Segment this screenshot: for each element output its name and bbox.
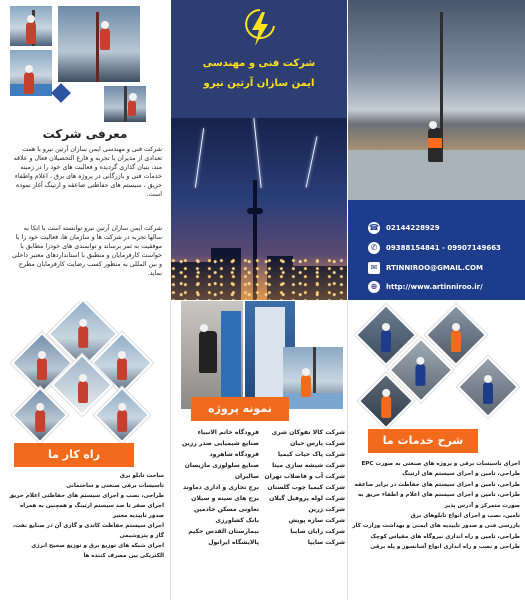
contact-phone-row xyxy=(368,220,440,236)
decor-diamond xyxy=(51,83,71,103)
project-item: شرکت شیشه سازی مینا xyxy=(272,462,345,469)
solutions-photo-5 xyxy=(12,387,69,444)
project-item: شرکت پاک حیات کیمیا xyxy=(277,451,345,458)
service-item: طراحی و نصب و راه اندازی انواع آسانسور و پله برقی xyxy=(370,544,520,551)
cover-company-line2: ایمن سازان آرتین نیرو xyxy=(203,78,315,89)
intro-title: معرفی شرکت xyxy=(42,127,128,141)
email-icon: ✉ xyxy=(368,262,380,274)
projects-panel xyxy=(171,301,347,600)
project-item: تعاونی مسکن خادمین xyxy=(193,506,259,513)
cover-city-photo xyxy=(171,118,347,300)
service-item: بازرسی فنی و صدور تاییدیه های ایمنی و بهداشت وزارت کار xyxy=(352,523,520,530)
service-item: اجرای تاسیسات برقی و پروژه های صنعتی به صورت EPC xyxy=(361,461,520,467)
services-photo-5 xyxy=(457,356,519,418)
services-panel xyxy=(348,301,525,600)
cover-header xyxy=(171,0,347,118)
intro-photo-ladder xyxy=(58,6,140,82)
divider xyxy=(170,301,171,600)
cover-panel xyxy=(171,0,347,300)
globe-icon: ⊕ xyxy=(368,281,380,293)
project-item: شرکت لوله پروفیل گیلان xyxy=(269,495,345,502)
contact-panel xyxy=(348,0,525,300)
solutions-item: اجرای شبکه های توزیع برق و توزیع صحیح انرژی الکتریکی بین مصرف کننده ها xyxy=(31,543,164,559)
solutions-item: ساخت تابلو برق xyxy=(119,473,164,479)
project-item: شرکت آب و فاضلاب تهران xyxy=(264,473,345,480)
project-item: فرودگاه خاتم الانبیاء xyxy=(197,429,259,436)
divider xyxy=(347,301,348,600)
services-list xyxy=(354,459,520,553)
solutions-item: اجرای سیستم حفاظت کاتدی و گازی آن در صنایع نفت، گاز و پتروشیمی xyxy=(12,523,164,539)
intro-paragraph-1: شرکت فنی و مهندسی ایمن سازان آرتین نیرو با همت تعدادی از مدیران با تجربه و فارغ التحصیلان فعال و علاقه مند، بنیان گذاری گردیده و فعالیت های خود را در زمینه خدمات فنی و بازرگانی در پروژه های برق ، اعلام واطفاء حریق ، سیستم های حفاظتی صاعقه و ارتینگ آغاز نموده است. xyxy=(13,146,162,198)
projects-photo-panel xyxy=(181,301,243,409)
project-item: شرکت زرین xyxy=(308,506,345,513)
project-item: شرکت سازه پویش xyxy=(288,517,345,524)
intro-panel xyxy=(0,0,170,300)
contact-photo-rooftop-worker xyxy=(348,0,525,200)
whatsapp-icon: ✆ xyxy=(368,242,380,254)
project-item: پالایشگاه ایرانول xyxy=(208,539,259,546)
contact-email[interactable]: RTINNIROO@GMAIL.COM xyxy=(386,264,483,272)
project-item: شرکت کالا نفوکان شری xyxy=(271,429,345,436)
solutions-item: تاسیسات برقی صنعتی و ساختمانی xyxy=(66,483,164,489)
service-item: طراحی، تامین و اجرای سیستم های ارتینگ xyxy=(402,471,520,478)
project-item: صنایع شیمیایی صدر رزین xyxy=(182,440,259,447)
solutions-list xyxy=(8,471,164,561)
project-item: شرکت سایپا xyxy=(307,539,345,546)
project-item: برج تجاری و اداری دماوند xyxy=(183,484,259,491)
project-item: شرکت کیمیا چوب گلستان xyxy=(267,484,345,491)
project-item: شرکت پارس حیان xyxy=(290,440,345,447)
service-item: طراحی، تامین و راه اندازی نیروگاه های مقیاس کوچک xyxy=(370,533,520,540)
contact-website[interactable]: http://www.artinniroo.ir/ xyxy=(386,283,483,291)
intro-paragraph-2: شرکت ایمن سازان آرتین نیرو توانسته است با اتکا به سالها تجربه در شرکت ها و سازمان ها، فعالیت خود را با موفقیت به ثمر برساند و توانمندی های خودرا مطابق با خواست کارفرمایان و منطبق با استانداردهای معتبر داخلی و بین المللی به منظور کسب رضایت کارفرمایان مطرح نماید. xyxy=(12,225,162,277)
intro-photo-climber xyxy=(10,6,52,46)
contact-mobile[interactable]: 09388154841 - 09907149663 xyxy=(386,244,501,252)
solutions-item: اجرای صفر تا صد سیستم ارتینگ و همچنین به همراه صدور تاییدیه معتبر xyxy=(20,503,164,519)
intro-photo-rooftop xyxy=(10,50,52,96)
contact-mobile-row xyxy=(368,240,501,256)
project-item: بانک کشاورزی xyxy=(215,517,259,524)
project-item: صنایع سلولوزی مازیسان xyxy=(184,462,259,469)
project-item: شرکت رایان سایبا xyxy=(290,528,345,535)
service-item: تامین، نصب و اجرای انواع تابلوهای برق xyxy=(410,513,520,520)
projects-col-left xyxy=(175,427,259,548)
contact-website-row xyxy=(368,279,483,295)
service-item: طراحی، تامین و اجرای سیستم های اعلام و اطفاء حریق به صورت متمرکز و آدرس پذیر xyxy=(357,492,520,509)
project-item: سالیران xyxy=(234,473,259,480)
projects-col-right xyxy=(259,427,345,548)
intro-photo-mast xyxy=(104,86,146,122)
cover-company-line1: شرکت فنی و مهندسی xyxy=(202,58,316,69)
solutions-item: طراحی، نصب و اجرای سیستم های حفاظتی اعلام حریق xyxy=(9,493,164,499)
contact-phone[interactable]: 02144228929 xyxy=(386,224,440,232)
projects-photo-roof xyxy=(283,347,343,409)
solutions-title: راه کار ما xyxy=(14,443,134,467)
services-title: شرح خدمات ما xyxy=(368,429,478,453)
service-item: طراحی، تامین و اجرای سیستم های حفاظت در برابر صاعقه xyxy=(354,481,520,488)
project-item: فرودگاه شاهرود xyxy=(209,451,259,458)
contact-email-row xyxy=(368,260,483,276)
projects-title: نمونه پروژه xyxy=(191,397,289,421)
project-item: برج های سینه و سیلان xyxy=(191,495,259,502)
phone-icon: ☎ xyxy=(369,223,379,232)
solutions-panel xyxy=(0,301,170,600)
project-item: بیمارستان القدس حکیم xyxy=(188,528,259,535)
lightning-bolt-icon xyxy=(244,8,276,48)
